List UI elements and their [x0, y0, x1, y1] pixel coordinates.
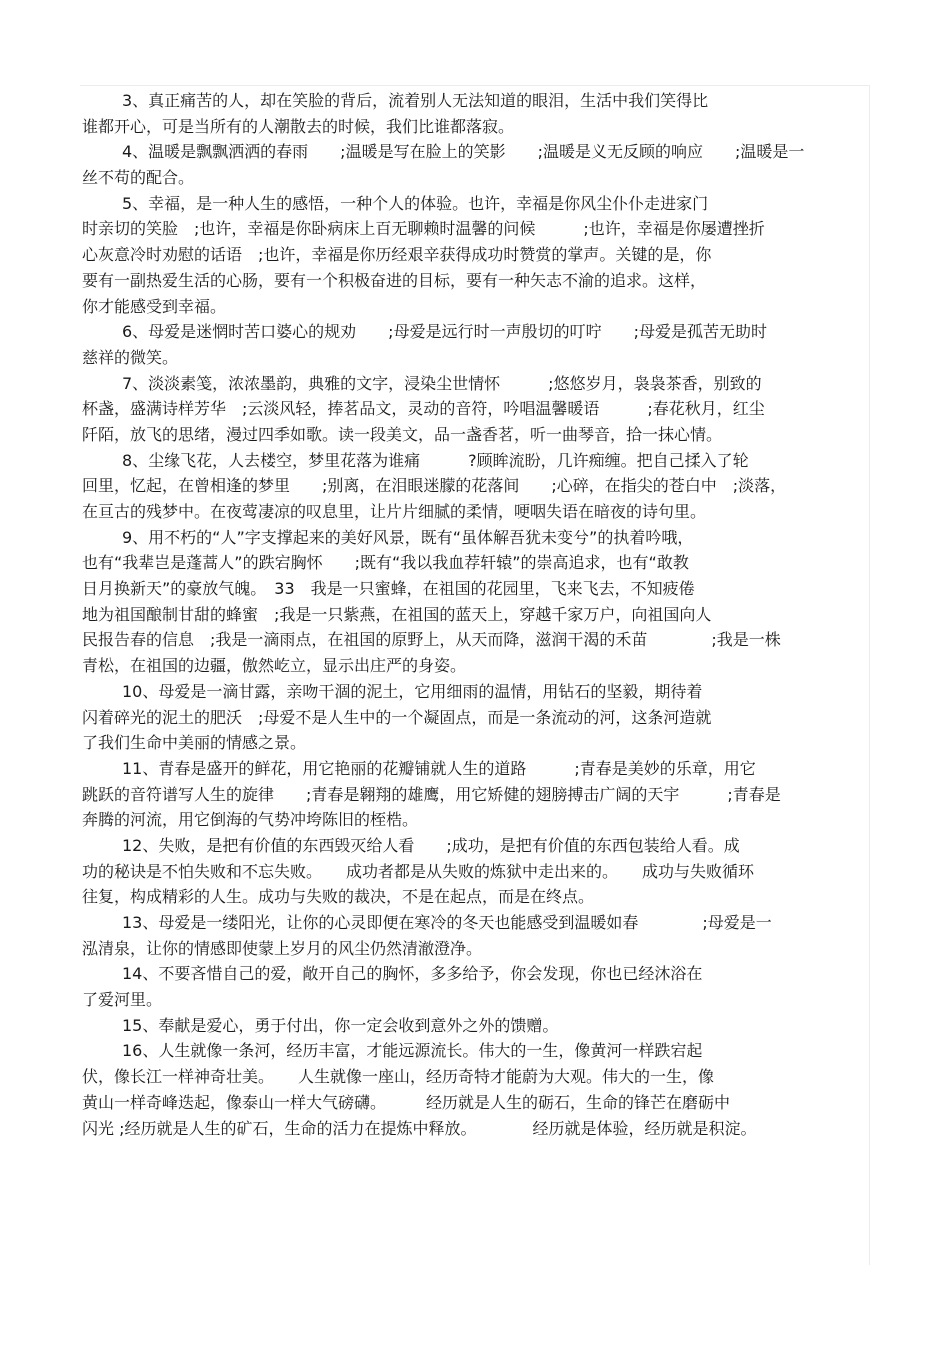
- paragraph-line: 闪着碎光的泥土的肥沃 ;母爱不是人生中的一个凝固点，而是一条流动的河，这条河造就: [82, 707, 712, 727]
- paragraph-line: 6、母爱是迷惘时苦口婆心的规劝 ;母爱是远行时一声殷切的叮咛 ;母爱是孤苦无助时: [122, 322, 767, 342]
- paragraph-line: 闪光 ;经历就是人生的矿石，生命的活力在提炼中释放。 经历就是体验，经历就是积淀。: [82, 1118, 757, 1138]
- paragraph: [82, 88, 866, 139]
- paragraph-line: 14、不要吝惜自己的爱，敞开自己的胸怀，多多给予，你会发现，你也已经沐浴在: [122, 964, 703, 984]
- paragraph: [82, 319, 866, 370]
- paragraph-line: 奔腾的河流，用它倒海的气势冲垮陈旧的桎梏。: [82, 810, 419, 830]
- paragraph-line: 心灰意冷时劝慰的话语 ;也许，幸福是你历经艰辛获得成功时赞赏的掌声。关键的是，你: [82, 245, 712, 265]
- paragraph-line: 3、真正痛苦的人，却在笑脸的背后，流着别人无法知道的眼泪，生活中我们笑得比: [122, 91, 709, 110]
- paragraph-line: 民报告春的信息 ;我是一滴雨点，在祖国的原野上，从天而降，滋润干渴的禾苗 ;我是一株: [82, 630, 781, 650]
- paragraph: [82, 961, 866, 1012]
- paragraph-line: 伏，像长江一样神奇壮美。 人生就像一座山，经历奇特才能蔚为大观。伟大的一生，像: [82, 1067, 715, 1087]
- paragraph: [82, 139, 866, 190]
- paragraph-line: 泓清泉，让你的情感即使蒙上岁月的风尘仍然清澈澄净。: [82, 938, 483, 958]
- paragraph-line: 16、人生就像一条河，经历丰富，才能远源流长。伟大的一生，像黄河一样跌宕起: [122, 1041, 703, 1061]
- paragraph-line: 13、母爱是一缕阳光，让你的心灵即便在寒冷的冬天也能感受到温暖如春 ;母爱是一: [122, 913, 772, 932]
- paragraph-line: 5、幸福，是一种人生的感悟，一种个人的体验。也许，幸福是你风尘仆仆走进家门: [122, 193, 709, 213]
- paragraph: [82, 910, 866, 961]
- paragraph: [82, 756, 866, 833]
- paragraph-line: 丝不苟的配合。: [82, 168, 195, 188]
- paragraph-line: 在亘古的残梦中。在夜莺凄凉的叹息里，让片片细腻的柔情，哽咽失语在暗夜的诗句里。: [82, 502, 707, 521]
- paragraph: [82, 191, 866, 319]
- paragraph: [82, 371, 866, 448]
- paragraph-line: 10、母爱是一滴甘露，亲吻干涸的泥土，它用细雨的温情，用钻石的坚毅，期待着: [122, 681, 703, 701]
- paragraph-line: 也有“我辈岂是蓬蒿人”的跌宕胸怀 ;既有“我以我血荐轩辕”的崇高追求，也有“敢教: [82, 553, 689, 573]
- paragraph-line: 9、用不朽的“人”字支撑起来的美好风景，既有“虽体解吾犹未变兮”的执着吟哦，: [122, 527, 694, 547]
- paragraph: [82, 1038, 866, 1141]
- paragraph-line: 日月换新天”的豪放气魄。 33 我是一只蜜蜂，在祖国的花园里，飞来飞去，不知疲倦: [82, 579, 695, 599]
- document-body: [82, 88, 866, 1141]
- paragraph-line: 你才能感受到幸福。: [82, 296, 227, 316]
- paragraph-line: 4、温暖是飘飘洒洒的春雨 ;温暖是写在脸上的笑影 ;温暖是义无反顾的响应 ;温暖是一: [122, 142, 805, 162]
- paragraph-line: 11、青春是盛开的鲜花，用它艳丽的花瓣铺就人生的道路 ;青春是美妙的乐章，用它: [122, 758, 756, 778]
- paragraph-line: 了爱河里。: [82, 990, 163, 1010]
- paragraph: [82, 679, 866, 756]
- paragraph: [82, 1013, 866, 1039]
- paragraph-line: 7、淡淡素笺，浓浓墨韵，典雅的文字，浸染尘世情怀 ;悠悠岁月，袅袅茶香，别致的: [122, 373, 762, 393]
- paragraph-line: 了我们生命中美丽的情感之景。: [82, 733, 307, 753]
- paragraph-line: 黄山一样奇峰迭起，像泰山一样大气磅礴。 经历就是人生的砺石，生命的锋芒在磨砺中: [82, 1092, 731, 1112]
- page-border-top: [80, 85, 870, 86]
- paragraph: [82, 448, 866, 525]
- paragraph-line: 杯盏，盛满诗样芳华 ;云淡风轻，捧茗品文，灵动的音符，吟唱温馨暖语 ;春花秋月，红尘: [82, 399, 765, 419]
- paragraph-line: 15、奉献是爱心，勇于付出，你一定会收到意外之外的馈赠。: [122, 1015, 559, 1035]
- paragraph-line: 慈祥的微笑。: [82, 347, 179, 367]
- paragraph-line: 谁都开心，可是当所有的人潮散去的时候，我们比谁都落寂。: [82, 116, 515, 136]
- paragraph: [82, 833, 866, 910]
- paragraph-line: 阡陌，放飞的思绪，漫过四季如歌。读一段美文，品一盏香茗，听一曲琴音，拾一抹心情。: [82, 424, 723, 444]
- paragraph-line: 8、尘缘飞花，人去楼空，梦里花落为谁痛 ?顾眸流盼，几许痴缠。把自己揉入了轮: [122, 450, 749, 470]
- paragraph-line: 跳跃的音符谱写人生的旋律 ;青春是翱翔的雄鹰，用它矫健的翅膀搏击广阔的天宇 ;青春是: [82, 784, 781, 804]
- paragraph-line: 功的秘诀是不怕失败和不忘失败。 成功者都是从失败的炼狱中走出来的。 成功与失败循环: [82, 861, 755, 881]
- paragraph-line: 往复，构成精彩的人生。成功与失败的裁决，不是在起点，而是在终点。: [82, 887, 595, 907]
- paragraph-line: 回里，忆起，在曾相逢的梦里 ;别离，在泪眼迷朦的花落间 ;心碎，在指尖的苍白中 ;淡落，: [82, 476, 787, 496]
- paragraph-line: 地为祖国酿制甘甜的蜂蜜 ;我是一只紫燕，在祖国的蓝天上，穿越千家万户，向祖国向人: [82, 604, 712, 624]
- paragraph-line: 时亲切的笑脸 ;也许，幸福是你卧病床上百无聊赖时温馨的问候 ;也许，幸福是你屡遭挫折: [82, 219, 765, 239]
- paragraph-line: 青松，在祖国的边疆，傲然屹立，显示出庄严的身姿。: [82, 656, 467, 676]
- paragraph-line: 要有一副热爱生活的心肠，要有一个积极奋进的目标，要有一种矢志不渝的追求。这样，: [82, 270, 707, 290]
- page-border-right: [869, 85, 870, 1265]
- paragraph: [82, 525, 866, 679]
- paragraph-line: 12、失败，是把有价值的东西毁灭给人看 ;成功，是把有价值的东西包装给人看。成: [122, 835, 740, 855]
